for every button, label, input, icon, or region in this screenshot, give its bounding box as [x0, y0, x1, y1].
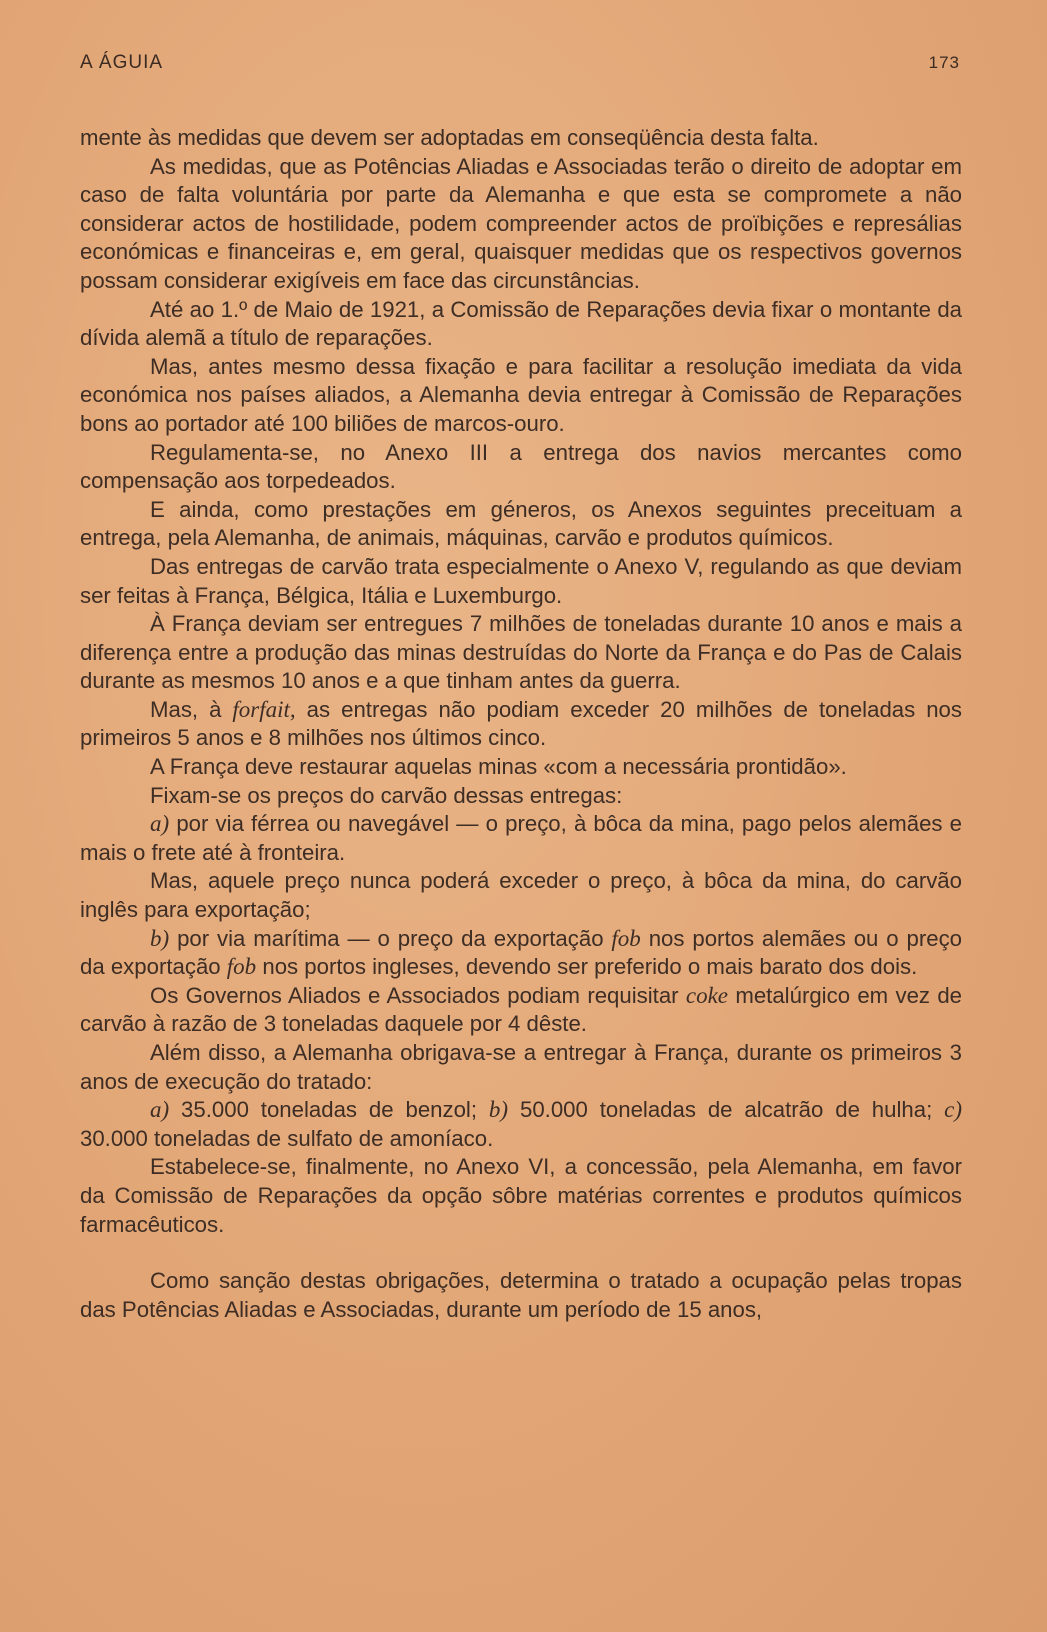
- list-marker: c): [944, 1097, 963, 1123]
- paragraph: À França deviam ser entregues 7 milhões de toneladas durante 10 anos e mais a diferença entre a produção das minas destruídas do Norte da França e do Pas de Calais durante as mesmos 10 anos e a que tinham antes da guerra.: [80, 611, 962, 694]
- paragraph: [80, 925, 962, 982]
- paragraph: Estabelece-se, finalmente, no Anexo VI, a concessão, pela Alemanha, em favor da Comissão de Reparações da opção sôbre matérias correntes e produtos químicos farmacêuticos.: [80, 1154, 962, 1237]
- paragraph: As medidas, que as Potências Aliadas e Associadas terão o direito de adoptar em caso de falta voluntária por parte da Alemanha e que esta se compromete a não considerar actos de hostilidade, podem compreender actos de proïbições e represálias económicas e financeiras e, em geral, quaisquer medidas que os respectivos governos possam considerar exigíveis em face das circunstâncias.: [80, 153, 962, 293]
- paragraph: [80, 982, 962, 1039]
- paragraph: Fixam-se os preços do carvão dessas entregas:: [150, 782, 623, 808]
- text-run: metalúrgico em vez de carvão à razão de 3 toneladas daquele por 4 dêste.: [80, 982, 962, 1037]
- paragraph: Regulamenta-se, no Anexo III a entrega dos navios mercantes como compensação aos torpedeados.: [80, 439, 962, 494]
- running-header: [80, 52, 962, 74]
- text-run: Os Governos Aliados e Associados podiam requisitar: [150, 982, 686, 1008]
- paragraph: A França deve restaurar aquelas minas «com a necessária prontidão».: [150, 754, 847, 780]
- text-run: nos portos ingleses, devendo ser preferido o mais barato dos dois.: [256, 954, 918, 980]
- paragraph: Até ao 1.º de Maio de 1921, a Comissão de Reparações devia fixar o montante da dívida alemã a título de reparações.: [80, 296, 962, 351]
- text-run: as entregas não podiam exceder 20 milhões de toneladas nos primeiros 5 anos e 8 milhões nos últimos cinco.: [80, 696, 962, 751]
- paragraph: [80, 696, 962, 753]
- paragraph: [80, 1096, 962, 1153]
- paragraph: Mas, aquele preço nunca poderá exceder o preço, à bôca da mina, do carvão inglês para exportação;: [80, 868, 962, 923]
- text-run: nos portos alemães ou o preço da exportação: [80, 925, 962, 980]
- list-marker: b): [488, 1097, 509, 1123]
- page-number: 173: [928, 53, 960, 72]
- text-run: por via marítima — o preço da exportação: [169, 925, 612, 951]
- italic-term: coke: [685, 982, 729, 1008]
- italic-term: forfait,: [232, 696, 296, 722]
- list-marker: a): [150, 1097, 170, 1123]
- list-marker: a): [150, 811, 170, 837]
- list-marker: b): [150, 925, 170, 951]
- text-run: 35.000 toneladas de benzol;: [169, 1097, 489, 1123]
- paragraph: mente às medidas que devem ser adoptadas em conseqüência desta falta.: [80, 125, 819, 150]
- text-run: 30.000 toneladas de sulfato de amoníaco.: [80, 1125, 494, 1151]
- text-run: 50.000 toneladas de alcatrão de hulha;: [508, 1097, 945, 1123]
- text-run: por via férrea ou navegável — o preço, à bôca da mina, pago pelos alemães e mais o frete até à fronteira.: [80, 811, 962, 865]
- italic-term: fob: [611, 925, 641, 951]
- italic-term: fob: [226, 954, 257, 980]
- paragraph: Das entregas de carvão trata especialmente o Anexo V, regulando as que deviam ser feitas à França, Bélgica, Itália e Luxemburgo.: [80, 553, 962, 608]
- paragraph: [80, 810, 962, 867]
- journal-title: A ÁGUIA: [80, 52, 164, 73]
- paragraph: Como sanção destas obrigações, determina o tratado a ocupação pelas tropas das Potências Aliadas e Associadas, durante um período de 15 anos,: [80, 1268, 962, 1322]
- article-body: [80, 124, 962, 1324]
- paragraph: Além disso, a Alemanha obrigava-se a entregar à França, durante os primeiros 3 anos de execução do tratado:: [80, 1040, 962, 1094]
- paragraph: Mas, antes mesmo dessa fixação e para facilitar a resolução imediata da vida económica nos países aliados, a Alemanha devia entregar à Comissão de Reparações bons ao portador até 100 biliões de marcos-ouro.: [80, 353, 962, 436]
- text-run: Mas, à: [150, 696, 233, 722]
- paragraph: E ainda, como prestações em géneros, os Anexos seguintes preceituam a entrega, pela Alemanha, de animais, máquinas, carvão e produtos químicos.: [80, 496, 962, 551]
